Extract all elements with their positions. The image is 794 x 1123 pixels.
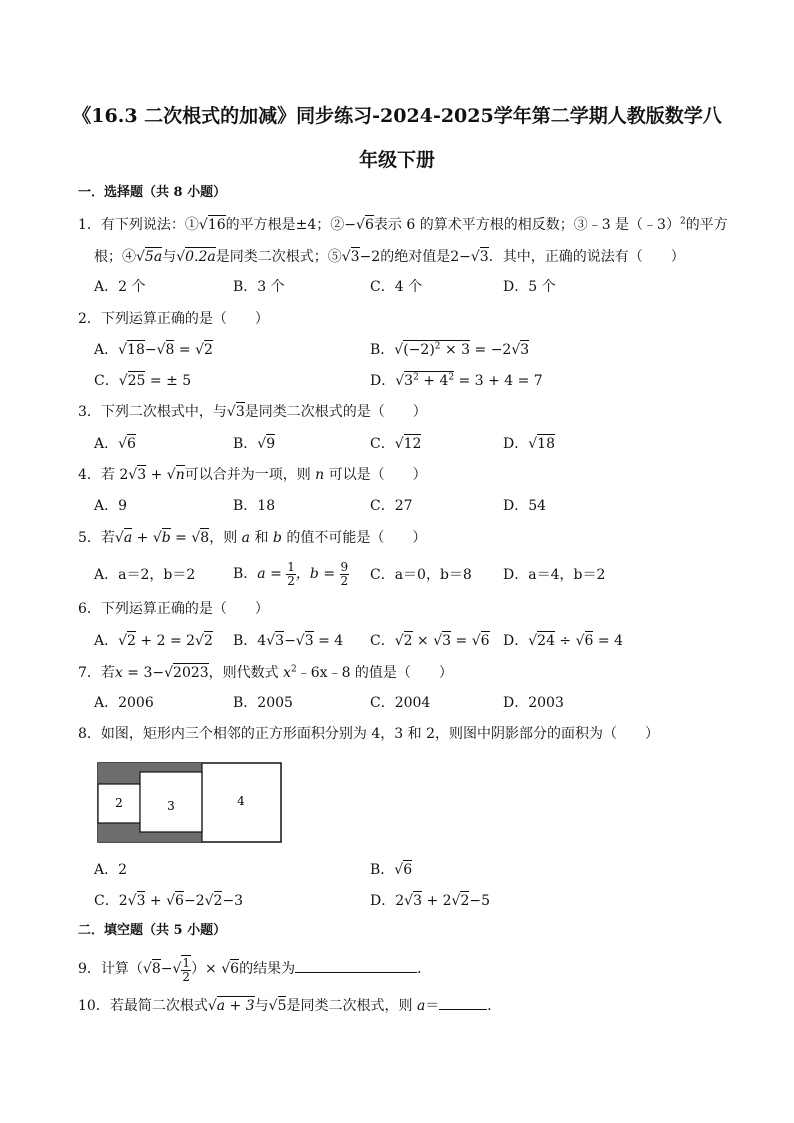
option-b: B．$√(-2)^2 \times 3 = -2√3$ [370, 341, 530, 358]
radical: √16 [198, 217, 226, 233]
question-1: 1．有下列说法：①√16的平方根是±4；②−√6表示 6 的算术平方根的相反数；③﹣3 是（﹣3）$^2$的平方 [78, 216, 728, 233]
option-b: B．√9 [233, 436, 276, 452]
fraction: $\frac{1}{2}$ [182, 955, 191, 984]
fraction: $\frac{9}{2}$ [340, 559, 349, 588]
question-10: 10．若最简二次根式√a + 3与√5是同类二次根式，则 a＝ ． [78, 995, 728, 1017]
option-a: A．9 [94, 498, 128, 514]
option-c: C．√25 = ± 5 [94, 373, 192, 389]
radical: √6 [356, 217, 374, 233]
option-c: C．2004 [370, 695, 431, 711]
option-d: D．5 个 [503, 279, 556, 295]
shaded-region [98, 823, 140, 842]
option-c: C．27 [370, 498, 413, 514]
question-1-cont: 根；④√5a与√0.2a是同类二次根式；⑤√3−2的绝对值是2−√3．其中，正确的说法有（ ） [94, 249, 685, 265]
option-a: A．a＝2，b＝2 [94, 567, 196, 583]
option-c: C．√12 [370, 436, 422, 452]
option-a: A．√18−√8 = √2 [94, 342, 213, 358]
option-c: C．a＝0，b＝8 [370, 567, 472, 583]
option-b: B．√6 [370, 862, 413, 878]
option-d: D．2√3 + 2√2−5 [370, 893, 491, 909]
radical: √5a [136, 249, 163, 265]
option-a: A．2006 [94, 695, 154, 711]
question-9: 9．计算（√8−√ $\frac{1}{2}$ ）× √6的结果为 ． [78, 955, 432, 984]
radical: √0.2a [176, 249, 216, 265]
rectangle-squares-figure [97, 762, 283, 844]
answer-blank[interactable] [295, 958, 417, 973]
option-d: D．$√3^2 + 4^2 = 3 + 4 = 7$ [370, 372, 543, 389]
option-b: B．18 [233, 498, 276, 514]
option-d: D．√18 [503, 436, 555, 452]
shaded-region [140, 763, 202, 772]
option-a: A．√6 [94, 436, 136, 452]
question-4: 4．若 2√3 + √n可以合并为一项，则 n 可以是（ ） [78, 467, 427, 483]
option-c: C．4 个 [370, 279, 423, 295]
shaded-region [140, 832, 202, 842]
question-3: 3．下列二次根式中，与√3是同类二次根式的是（ ） [78, 404, 427, 420]
question-5: 5．若√a + √b = √8，则 a 和 b 的值不可能是（ ） [78, 530, 427, 546]
option-a: A．√2 + 2 = 2√2 [94, 633, 213, 649]
shaded-region [98, 763, 140, 784]
section-heading-choice: 一．选择题（共 8 小题） [78, 185, 227, 200]
section-heading-fill: 二．填空题（共 5 小题） [78, 923, 227, 938]
question-6: 6．下列运算正确的是（ ） [78, 601, 269, 617]
option-a: A．2 [94, 862, 128, 878]
answer-blank[interactable] [439, 995, 487, 1010]
question-8: 8．如图，矩形内三个相邻的正方形面积分别为 4，3 和 2，则图中阴影部分的面积为（ ） [78, 726, 659, 742]
question-2: 2．下列运算正确的是（ ） [78, 311, 269, 327]
option-b: B．2005 [233, 695, 293, 711]
radical: √3 [470, 249, 489, 265]
option-d: D．54 [503, 498, 547, 514]
option-b: B．a = $\frac{1}{2}$ ，b = $\frac{9}{2}$ [233, 559, 349, 588]
option-d: D．a＝4，b＝2 [503, 567, 606, 583]
fraction: $\frac{1}{2}$ [287, 559, 295, 588]
option-d: D．√24 ÷ √6 = 4 [503, 633, 624, 649]
option-b: B．3 个 [233, 279, 285, 295]
square-label: 3 [167, 799, 175, 813]
question-number: 1． [78, 217, 101, 233]
option-c: C．√2 × √3 = √6 [370, 633, 490, 649]
option-b: B．4√3−√3 = 4 [233, 633, 344, 649]
option-c: C．2√3 + √6−2√2−3 [94, 893, 244, 909]
square-label: 2 [115, 796, 123, 810]
square-label: 4 [237, 794, 245, 808]
option-a: A．2 个 [94, 279, 146, 295]
option-d: D．2003 [503, 695, 564, 711]
doc-title-line1: 《16.3 二次根式的加减》同步练习-2024-2025学年第二学期人教版数学八 [72, 105, 722, 127]
question-7: 7．若x = 3−√2023，则代数式 $x^2﹣6x﹣8$ 的值是（ ） [78, 664, 453, 681]
doc-title-line2: 年级下册 [358, 149, 435, 171]
radical: √3 [341, 249, 360, 265]
